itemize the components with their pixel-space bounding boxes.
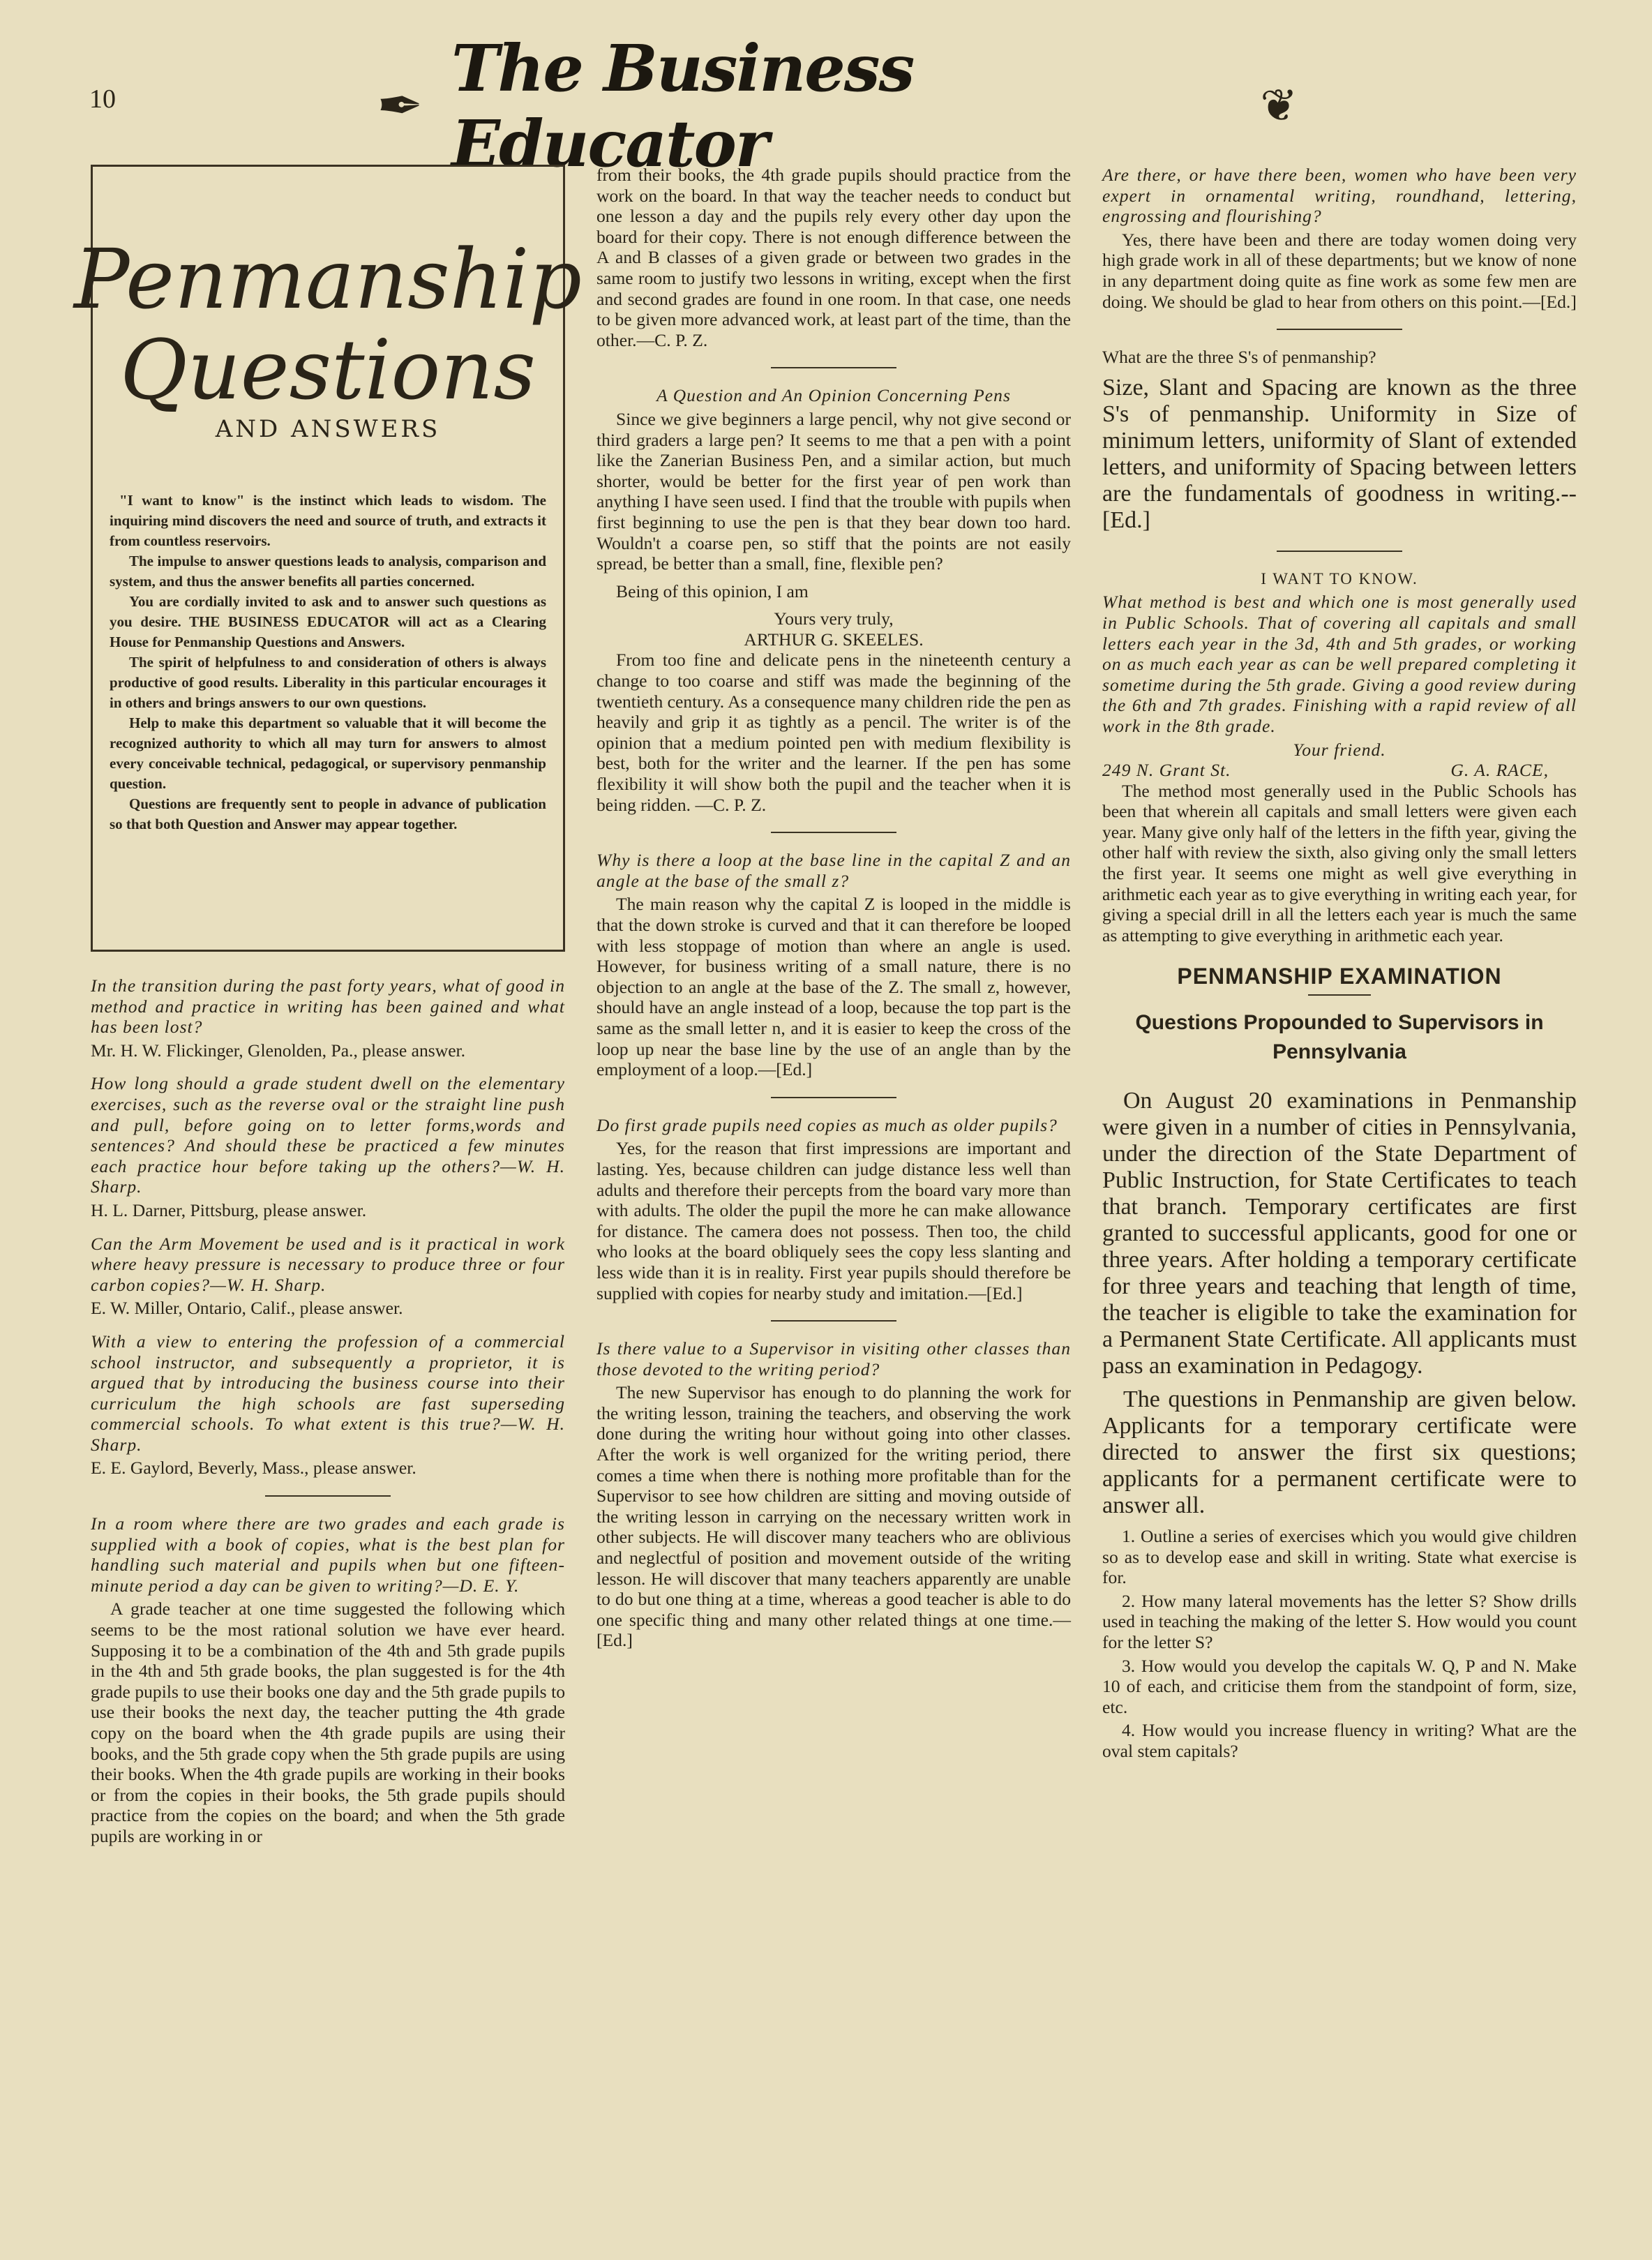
letter-heading: I WANT TO KNOW. [1261, 569, 1418, 588]
divider [771, 367, 896, 368]
answer: The new Supervisor has enough to do planning the work for the writing lesson, training the teachers, and observing the work done during the writing hour without going into other classes. After the work is well organized for the writing period, there comes a time when there is nothing more profitable than for the Supervisor to see how children are sitting and moving outside of the writing lesson in carrying on the necessary written work in other subjects. He will discover many teachers who are oblivious and neglectful of position and movement outside of the writing lesson. He will discover that many teachers apparently are unable to do but one thing at a time, whereas a good teacher is able to do one specific thing and many other related things at one time.—[Ed.] [596, 1382, 1071, 1651]
question: In the transition during the past forty years, what of good in method and practice in writing has been gained and what has been lost? [91, 975, 565, 1038]
list-item: 4. How would you increase fluency in writing? What are the oval stem capitals? [1102, 1720, 1577, 1761]
signature-closing: Yours very truly, [774, 608, 894, 629]
answer: The method most generally used in the Public Schools has been that wherein all capitals and small letters were given each year. Many give only half of the letters in the fifth year, giving the other half with review the sixth, also giving only the small letters the first year. It seems one might as well give everything in arithmetic each year as to give everything in writing each year, for giving a special drill in all the letters each year is much the same as attempting to give everything in arithmetic each year. [1102, 780, 1577, 945]
title-line-1: Penmanship [74, 231, 582, 328]
question: Why is there a loop at the base line in the capital Z and an angle at the base of the small z? [596, 850, 1071, 891]
magazine-title: The Business Educator [451, 31, 914, 181]
answer: From too fine and delicate pens in the nineteenth century a change to too coarse and stiff was made the beginning of the twentieth century. As a consequence many children ride the pen as heavily and grip it as tightly as a pencil. The writer is of the opinion that a medium pointed pen with medium flexibility is best, both for the writer and the learner. If the pen has some flexibility it will show both the pupil and the teacher when it is being ridden. —C. P. Z. [596, 650, 1071, 815]
answer: Yes, for the reason that first impressions are important and lasting. Yes, because children can judge distance less well than adults and therefore their percepts from the board vary more than with adults. The older the pupil the more he can make allowance for distance. The camera does not possess. Then too, the child who looks at the board obliquely sees the copy less slanting and less wide than it is in reality. First year pupils should therefore be supplied with copies for nearby study and imitation.—[Ed.] [596, 1138, 1071, 1303]
divider [1308, 994, 1371, 996]
signature-closing: Your friend. [1293, 739, 1386, 760]
answer: E. E. Gaylord, Beverly, Mass., please answer. [91, 1458, 416, 1479]
answer: Being of this opinion, I am [616, 581, 809, 601]
pen-nib-icon: ✒ [377, 76, 424, 137]
section-subtitle: Questions Propounded to Supervisors in Pennsylvania [1135, 1011, 1544, 1064]
intro-para: Help to make this department so valuable that it will become the recognized authority to which all may turn for answers to almost every conceivable technical, pedagogical, or supervisory penmanship question. [110, 714, 546, 792]
department-box [74, 165, 582, 952]
question-list [1102, 1526, 1577, 1762]
intro-para: Questions are frequently sent to people in advance of publication so that both Question and Answer may appear together. [110, 795, 546, 832]
paragraph-large: On August 20 examinations in Penmanship were given in a number of cities in Pennsylvania, under the direction of the State Department of Public Instruction, for State Certificates to teach that branch. Temporary certificates are first granted to successful applicants, good for one or three years. After holding a temporary certificate for three years and teaching that length of time, the teacher is eligible to take the examination for a Permanent State Certificate. All applicants must pass an examination in Pedagogy. [1102, 1088, 1577, 1379]
page-number: 10 [89, 84, 116, 114]
divider [771, 1320, 896, 1322]
question: Do first grade pupils need copies as much as older pupils? [596, 1114, 1058, 1135]
divider [265, 1495, 391, 1497]
question: What method is best and which one is most generally used in Public Schools. That of covering all capitals and small letters each year in the 3d, 4th and 5th grades, or working on as much each year as can be well prepared completing it sometime during the 5th grade. Giving a good review during the 6th and 7th grades. Finishing with a rapid review of all work in the 8th grade. [1102, 592, 1577, 736]
question: Can the Arm Movement be used and is it practical in work where heavy pressure is necessary to produce three or four carbon copies?—W. H. Sharp. [91, 1233, 565, 1295]
question: Is there value to a Supervisor in visiting other classes than those devoted to the writing period? [596, 1338, 1071, 1379]
answer: H. L. Darner, Pittsburg, please answer. [91, 1199, 367, 1220]
answer: Yes, there have been and there are today women doing very high grade work in all of these departments; but we know of none in any department doing quite as fine work as some few men are doing. We should be glad to hear from others on this point.—[Ed.] [1102, 229, 1577, 312]
signature-address: 249 N. Grant St. [1102, 760, 1231, 781]
question-heading: A Question and An Opinion Concerning Pens [656, 385, 1011, 406]
question: Are there, or have there been, women who have been very expert in ornamental writing, roundhand, lettering, engrossing and flourishing? [1102, 165, 1577, 227]
answer: The main reason why the capital Z is looped in the middle is that the down stroke is curved and that it can therefore be looped with less stoppage of motion than where an angle is used. However, for business writing of a small nature, there is no objection to an angle at the base of the Z. The small z, however, should have an angle instead of a loop, because the top part is the same as the small letter n, and it is easier to keep the cross of the loop up near the base line by the use of an angle than by the employment of a loop.—[Ed.] [596, 894, 1071, 1080]
question: What are the three S's of penmanship? [1102, 347, 1376, 368]
masthead [377, 31, 1298, 181]
department-title [74, 184, 582, 491]
title-line-3: AND ANSWERS [215, 415, 441, 444]
question: How long should a grade student dwell on the elementary exercises, such as the reverse oval or the straight line push and pull, before going on to letter forms,words and sentences? And should these be practiced a few minutes each practice hour before taking up the others?—W. H. Sharp. [91, 1073, 565, 1197]
answer: Mr. H. W. Flickinger, Glenolden, Pa., please answer. [91, 1040, 466, 1061]
question: With a view to entering the profession of a commercial school instructor, and subsequently a proprietor, it is argued that by introducing the business course into their curriculum the high schools are fast superseding commercial schools. To what extent is this true?—W. H. Sharp. [91, 1331, 565, 1455]
list-item: 3. How would you develop the capitals W. Q, P and N. Make 10 of each, and criticise them from the standpoint of form, size, etc. [1102, 1655, 1577, 1717]
column-2 [596, 165, 1071, 1658]
list-item: 2. How many lateral movements has the letter S? Show drills used in teaching the making of the letter S. How would you count for the letter S? [1102, 1590, 1577, 1652]
title-line-2: Questions [120, 322, 536, 419]
signature-line [1102, 760, 1577, 781]
column-3 [1102, 165, 1577, 1765]
signature-name: ARTHUR G. SKEELES. [744, 629, 924, 650]
intro-para: The spirit of helpfulness to and consideration of others is always productive of good results. Liberality in this particular encourages it in others and brings answers to our own questions. [110, 654, 546, 711]
answer-large: Size, Slant and Spacing are known as the three S's of penmanship. Uniformity in Size of minimum letters, uniformity of Slant of extended letters, and uniformity of Spacing between letters are the fundamentals of goodness in writing.--[Ed.] [1102, 374, 1577, 533]
divider [1277, 329, 1402, 330]
divider [771, 1097, 896, 1098]
paragraph-large: The questions in Penmanship are given below. Applicants for a temporary certificate were directed to answer the first six questions; applicants for a permanent certificate were to answer all. [1102, 1386, 1577, 1519]
answer: A grade teacher at one time suggested the following which seems to be the most rational solution we have ever heard. Supposing it to be a combination of the 4th and 5th grade pupils in the 4th and 5th grade books, the plan suggested is for the 4th grade pupils to use their books one day and the 5th grade pupils to use their books the next day, the teacher putting the 4th grade copy on the board when the 4th grade pupils are using their books, and the 5th grade copy when the 5th grade pupils are using their books. When the 4th grade pupils are working in their books or from the copies in their books, the 5th grade pupils should practice from the copies on the board; and when the 5th grade pupils are working in or [91, 1599, 565, 1846]
section-title: PENMANSHIP EXAMINATION [1177, 964, 1502, 989]
divider [771, 832, 896, 833]
answer: E. W. Miller, Ontario, Calif., please answer. [91, 1298, 403, 1319]
divider [1277, 551, 1402, 552]
question: In a room where there are two grades and each grade is supplied with a book of copies, what is the best plan for handling such material and pupils when but one fifteen-minute period a day can be given to writing?—D. E. Y. [91, 1513, 565, 1596]
column-1 [74, 165, 582, 1854]
ornament-icon: ❦ [1260, 81, 1298, 130]
answer: Since we give beginners a large pencil, why not give second or third graders a large pen? It seems to me that a pen with a point like the Zanerian Business Pen, and a similar action, but much shorter, would be better for the first year of pen work than anything I have seen used. I find that the trouble with pupils when first beginning to use the pen is that they bear down too hard. Wouldn't a coarse pen, so stiff that the points are not easily spread, be better than a small, fine, flexible pen? [596, 408, 1071, 574]
list-item: 1. Outline a series of exercises which you would give children so as to develop ease and skill in writing. State what exercise is for. [1102, 1526, 1577, 1588]
answer-continued: from their books, the 4th grade pupils should practice from the work on the board. In that way the teacher needs to conduct but one lesson a day and the pupils rely every other day upon the board for their copy. There is not enough difference between the A and B classes of a given grade or between two grades in the same room to justify two lessons in writing, except when the first and second grades are found in one room. In that case, one needs to be given more advanced work, at least part of the time, than the other.—C. P. Z. [596, 165, 1071, 350]
intro-para: "I want to know" is the instinct which leads to wisdom. The inquiring mind discovers the need and source of truth, and extracts it from countless reservoirs. [110, 492, 546, 549]
signature-name: G. A. RACE, [1450, 760, 1549, 781]
intro-para: The impulse to answer questions leads to analysis, comparison and system, and thus the answer benefits all parties concerned. [110, 553, 546, 590]
intro-para: You are cordially invited to ask and to answer such questions as you desire. THE BUSINESS EDUCATOR will act as a Clearing House for Penmanship Questions and Answers. [110, 593, 546, 650]
